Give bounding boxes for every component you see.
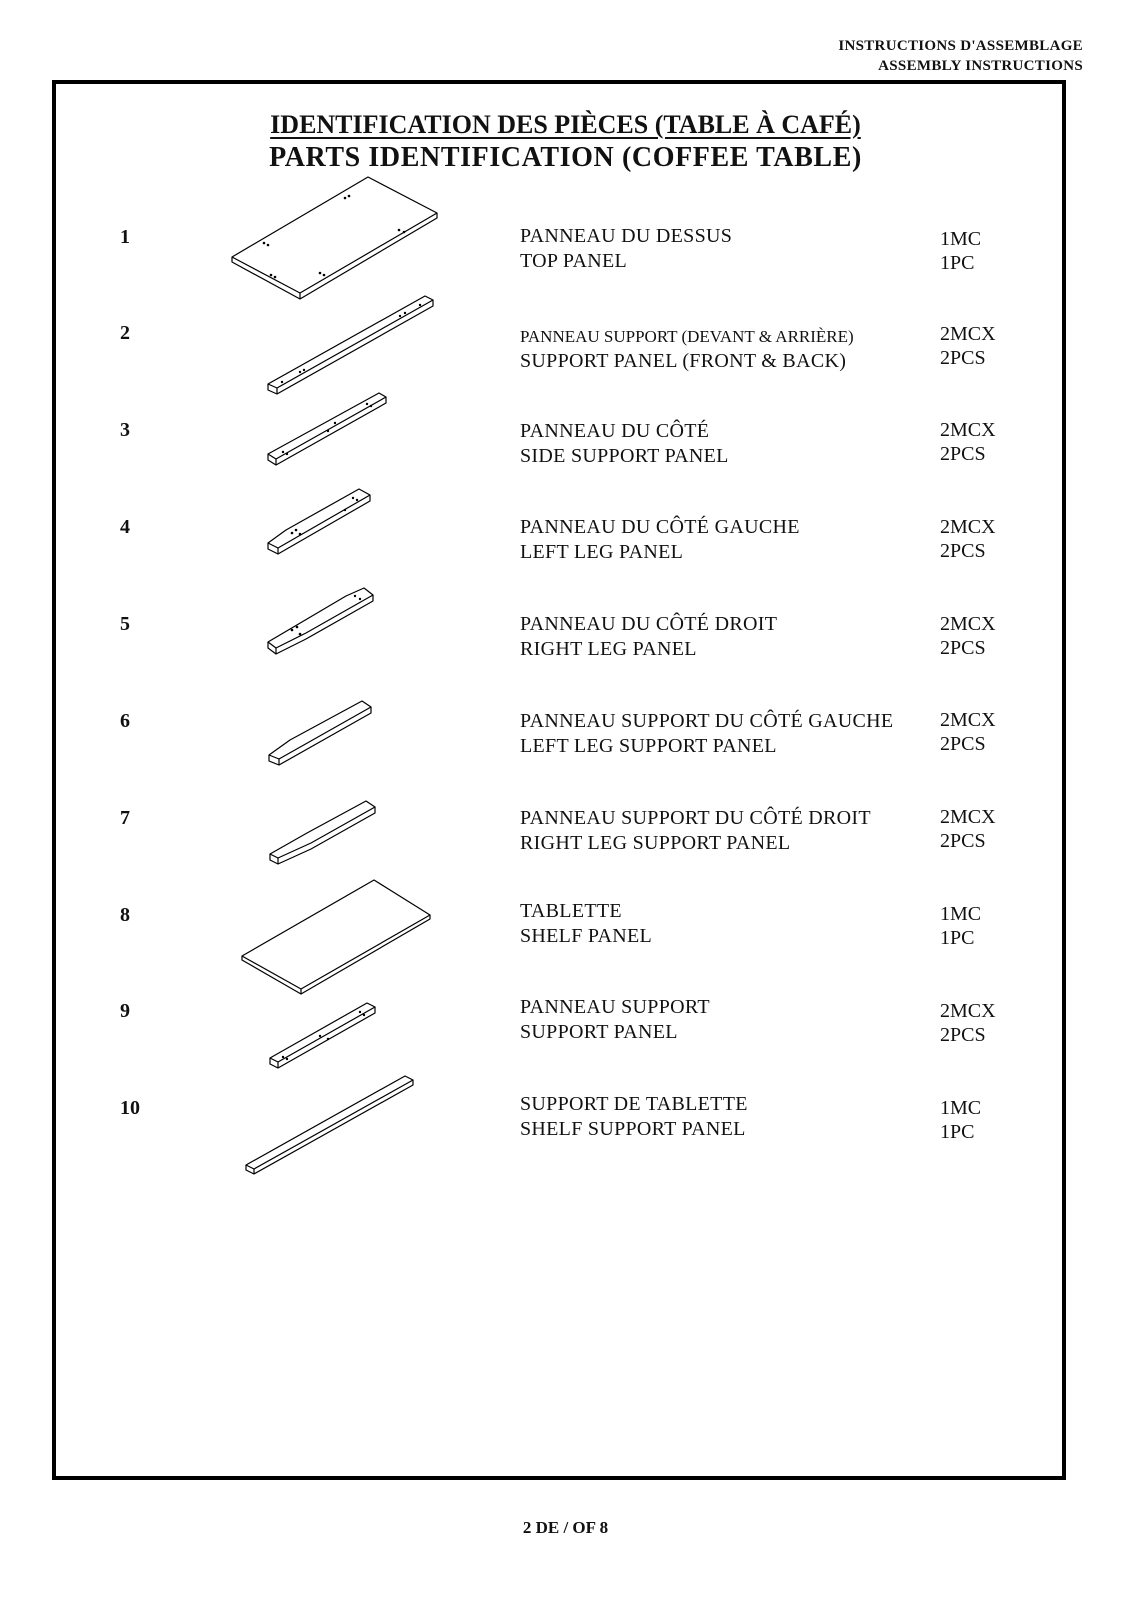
part-4-qty-fr: 2MCX — [940, 516, 996, 538]
part-5-name-en: RIGHT LEG PANEL — [520, 638, 697, 660]
part-9-qty-en: 2PCS — [940, 1024, 986, 1046]
part-7-drawing — [270, 801, 375, 864]
part-5-qty-fr: 2MCX — [940, 613, 996, 635]
part-6-drawing — [269, 701, 371, 765]
part-2-qty-en: 2PCS — [940, 347, 986, 369]
part-3-qty-fr: 2MCX — [940, 419, 996, 441]
part-2-number: 2 — [120, 322, 130, 344]
part-4-number: 4 — [120, 516, 130, 538]
part-1-qty-fr: 1MC — [940, 228, 982, 250]
part-7-qty-en: 2PCS — [940, 830, 986, 852]
part-5-number: 5 — [120, 613, 130, 635]
part-5-drawing — [268, 588, 373, 654]
part-7-qty-fr: 2MCX — [940, 806, 996, 828]
part-10-qty-en: 1PC — [940, 1121, 975, 1143]
page-number: 2 DE / OF 8 — [522, 1518, 609, 1537]
part-8-qty-fr: 1MC — [940, 903, 982, 925]
part-1-name-fr: PANNEAU DU DESSUS — [520, 225, 733, 247]
part-3-qty-en: 2PCS — [940, 443, 986, 465]
title-english: PARTS IDENTIFICATION (COFFEE TABLE) — [269, 142, 862, 173]
part-8-qty-en: 1PC — [940, 927, 975, 949]
part-2-drawing — [268, 296, 433, 394]
part-9-number: 9 — [120, 1000, 130, 1022]
part-4-name-fr: PANNEAU DU CÔTÉ GAUCHE — [520, 516, 800, 538]
part-10-name-en: SHELF SUPPORT PANEL — [520, 1118, 746, 1140]
part-2-name-fr: PANNEAU SUPPORT (DEVANT & ARRIÈRE) — [520, 327, 854, 346]
header-french: INSTRUCTIONS D'ASSEMBLAGE — [838, 38, 1083, 54]
part-4-drawing — [268, 489, 370, 554]
part-7-name-fr: PANNEAU SUPPORT DU CÔTÉ DROIT — [520, 807, 871, 829]
part-8-name-en: SHELF PANEL — [520, 925, 653, 947]
part-6-name-fr: PANNEAU SUPPORT DU CÔTÉ GAUCHE — [520, 710, 894, 732]
part-6-qty-en: 2PCS — [940, 733, 986, 755]
part-3-name-en: SIDE SUPPORT PANEL — [520, 445, 729, 467]
part-9-name-fr: PANNEAU SUPPORT — [520, 996, 710, 1018]
part-6-number: 6 — [120, 710, 130, 732]
part-5-name-fr: PANNEAU DU CÔTÉ DROIT — [520, 613, 778, 635]
part-8-name-fr: TABLETTE — [520, 900, 622, 922]
part-9-drawing — [270, 1003, 375, 1068]
part-8-drawing — [242, 880, 430, 994]
part-3-number: 3 — [120, 419, 130, 441]
part-10-name-fr: SUPPORT DE TABLETTE — [520, 1093, 748, 1115]
part-9-name-en: SUPPORT PANEL — [520, 1021, 678, 1043]
part-1-drawing — [232, 177, 437, 299]
part-2-name-en: SUPPORT PANEL (FRONT & BACK) — [520, 350, 847, 372]
part-7-number: 7 — [120, 807, 130, 829]
part-10-drawing — [246, 1076, 413, 1174]
part-2-qty-fr: 2MCX — [940, 323, 996, 345]
part-9-qty-fr: 2MCX — [940, 1000, 996, 1022]
part-1-name-en: TOP PANEL — [520, 250, 627, 272]
part-6-qty-fr: 2MCX — [940, 709, 996, 731]
part-5-qty-en: 2PCS — [940, 637, 986, 659]
part-1-number: 1 — [120, 226, 130, 248]
part-1-qty-en: 1PC — [940, 252, 975, 274]
part-10-qty-fr: 1MC — [940, 1097, 982, 1119]
part-4-qty-en: 2PCS — [940, 540, 986, 562]
part-8-number: 8 — [120, 904, 130, 926]
title-french-text: IDENTIFICATION DES PIÈCES (TABLE À CAFÉ) — [270, 110, 861, 139]
part-3-name-fr: PANNEAU DU CÔTÉ — [520, 420, 710, 442]
part-4-name-en: LEFT LEG PANEL — [520, 541, 684, 563]
part-3-drawing — [268, 393, 386, 465]
part-6-name-en: LEFT LEG SUPPORT PANEL — [520, 735, 777, 757]
part-10-number: 10 — [120, 1097, 140, 1119]
part-7-name-en: RIGHT LEG SUPPORT PANEL — [520, 832, 791, 854]
header-english: ASSEMBLY INSTRUCTIONS — [878, 58, 1083, 74]
